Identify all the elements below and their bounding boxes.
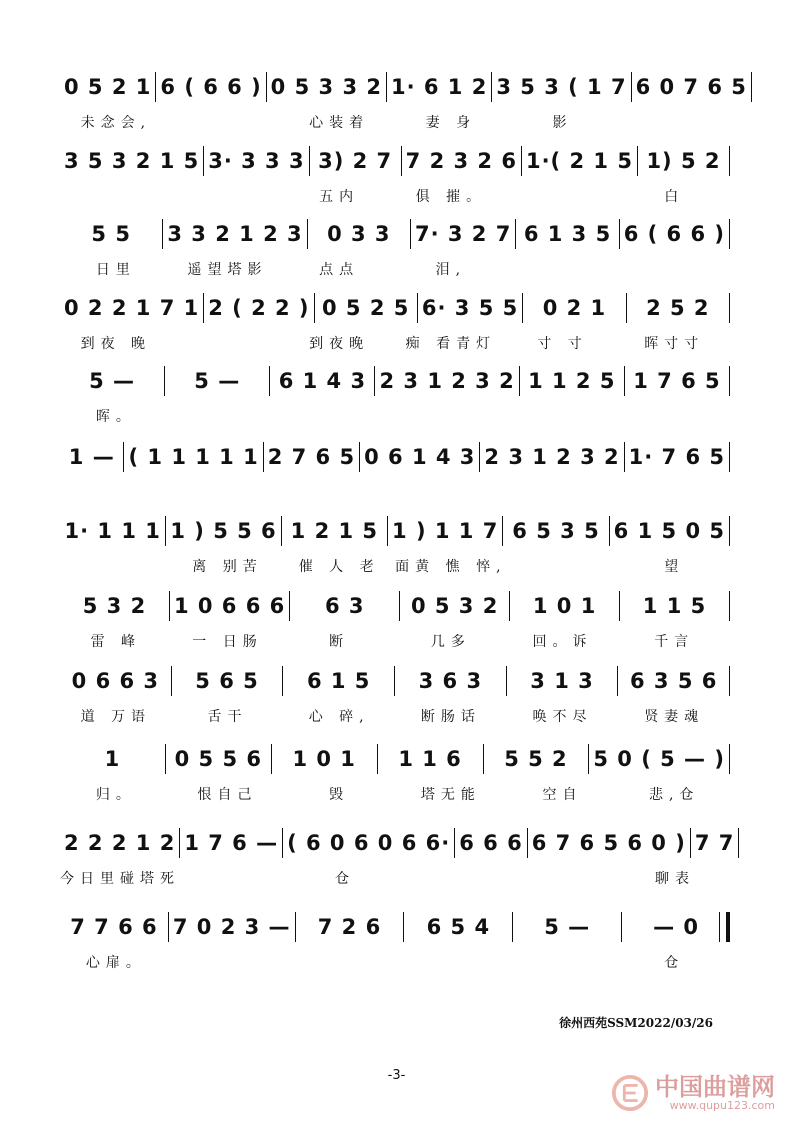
- lyric: 贤妻魂: [644, 709, 705, 725]
- measure: 0 5 3 2: [400, 591, 510, 621]
- measure: 6 5 4: [404, 912, 513, 942]
- lyric: 白: [664, 189, 685, 205]
- score-system: [60, 738, 730, 808]
- score-system: [60, 585, 730, 655]
- measure: 7· 3 2 7: [411, 219, 516, 249]
- lyric: [510, 868, 620, 888]
- score-system: [60, 66, 747, 136]
- lyric: [507, 186, 619, 206]
- lyric: 妻 身: [425, 115, 477, 131]
- lyrics-row: [60, 868, 730, 888]
- lyric: [283, 406, 395, 426]
- measure: 1· 1 1 1: [60, 516, 166, 546]
- lyric: 毁: [329, 787, 350, 803]
- measure: 6 1 4 3: [270, 366, 375, 396]
- lyric: [172, 112, 284, 132]
- notes-row: [60, 146, 730, 176]
- measure: 0 6 6 3: [60, 666, 172, 696]
- score-system: [60, 360, 730, 430]
- measure: 7 2 3 2 6: [402, 146, 522, 176]
- lyric: 雷 峰: [90, 634, 142, 650]
- lyric: 晖。: [95, 409, 136, 425]
- lyrics-row: [60, 952, 730, 972]
- measure: 6 1 5 0 5: [610, 516, 730, 546]
- lyric: [400, 868, 510, 888]
- measure: 1: [60, 744, 166, 774]
- lyric: [507, 406, 619, 426]
- measure: 1 7 6 5: [625, 366, 730, 396]
- page-number: -3-: [387, 1068, 406, 1083]
- measure: 6 7 6 5 6 0 ): [528, 828, 691, 858]
- lyric: [60, 186, 172, 206]
- measure: 6 ( 6 6 ): [620, 219, 730, 249]
- measure: 0 5 2 5: [315, 293, 418, 323]
- lyric: [60, 556, 172, 576]
- lyric: 到夜晚: [309, 336, 370, 352]
- lyric: 心装着: [309, 115, 370, 131]
- measure: 2 3 1 2 3 2: [375, 366, 519, 396]
- measure: 2 5 2: [627, 293, 730, 323]
- lyric: [618, 259, 730, 279]
- lyric: 晖寸寸: [644, 336, 705, 352]
- lyric: [618, 112, 730, 132]
- lyric: [172, 952, 284, 972]
- lyric: [507, 556, 619, 576]
- score-system: [60, 510, 730, 580]
- lyric: 今日里碰塔死: [60, 871, 180, 887]
- lyric: 回。诉: [532, 634, 593, 650]
- measure: 6 1 3 5: [516, 219, 619, 249]
- lyric: 面黄 憔 悴,: [395, 559, 507, 575]
- measure: 5 6 5: [172, 666, 284, 696]
- lyric: 仓: [664, 955, 685, 971]
- lyrics-row: [60, 631, 730, 651]
- lyric: 到夜 晚: [80, 336, 152, 352]
- lyric: [180, 868, 290, 888]
- measure: — 0: [653, 915, 700, 939]
- score-system: [60, 140, 730, 210]
- measure: 5 5: [60, 219, 163, 249]
- lyric: 唤不尽: [532, 709, 593, 725]
- measure: 6 5 3 5: [503, 516, 609, 546]
- lyric: [172, 406, 284, 426]
- lyric: [507, 259, 619, 279]
- measure: 5 5 2: [484, 744, 590, 774]
- watermark-text: 中国曲谱网: [655, 1071, 775, 1101]
- measure: 6· 3 5 5: [418, 293, 523, 323]
- measure: 3· 3 3 3: [204, 146, 309, 176]
- measure: 3 6 3: [395, 666, 507, 696]
- notes-row: [60, 219, 730, 249]
- watermark: [611, 1071, 775, 1112]
- lyric: 断: [329, 634, 350, 650]
- measure: 7 7: [691, 828, 740, 858]
- lyric: 离 别苦: [192, 559, 263, 575]
- measure: 2 7 6 5: [264, 442, 360, 472]
- measure: 2 ( 2 2 ): [204, 293, 314, 323]
- measure: 1 ) 1 1 7: [388, 516, 503, 546]
- lyric: 一 日肠: [192, 634, 263, 650]
- measure: 6 ( 6 6 ): [156, 72, 266, 102]
- notes-row: [60, 912, 730, 942]
- notes-row: [60, 828, 735, 858]
- lyric: 心 碎,: [308, 709, 370, 725]
- notes-row: [60, 366, 730, 396]
- lyrics-row: [60, 186, 730, 206]
- measure: 6 1 5: [283, 666, 395, 696]
- measure: 6 3: [290, 591, 400, 621]
- score-system: [60, 213, 730, 283]
- lyric: 望: [664, 559, 685, 575]
- lyric: 几多: [430, 634, 471, 650]
- measure: 3 3 2 1 2 3: [163, 219, 307, 249]
- measure: 2 2 2 1 2: [60, 828, 180, 858]
- measure: 0 3 3: [308, 219, 411, 249]
- score-system: [60, 436, 730, 506]
- lyric: 塔无能: [420, 787, 481, 803]
- lyric: 道 万语: [80, 709, 152, 725]
- final-barline: [719, 912, 730, 942]
- measure: 5 3 2: [60, 591, 170, 621]
- measure: 3 1 3: [507, 666, 619, 696]
- measure: 1 2 1 5: [282, 516, 388, 546]
- notes-row: [60, 442, 730, 472]
- measure: 1·( 2 1 5: [522, 146, 638, 176]
- watermark-url: www.qupu123.com: [669, 1098, 775, 1112]
- measure: 2 3 1 2 3 2: [480, 442, 624, 472]
- lyric: 遥望塔影: [187, 262, 268, 278]
- measure: 7 0 2 3 —: [169, 912, 296, 942]
- measure: 5 0 ( 5 — ): [589, 744, 730, 774]
- lyric: [172, 333, 284, 353]
- measure: 1 0 1: [272, 744, 378, 774]
- lyric: 泪,: [435, 262, 467, 278]
- lyric: 归。: [95, 787, 136, 803]
- measure: 7 7 6 6: [60, 912, 169, 942]
- notes-row: [60, 591, 730, 621]
- lyric: 空自: [542, 787, 583, 803]
- notes-row: [60, 72, 747, 102]
- notes-row: [60, 666, 730, 696]
- score-system: [60, 660, 730, 730]
- lyric: 催 人 老: [298, 559, 380, 575]
- measure: 5 —: [513, 912, 622, 942]
- notes-row: [60, 293, 730, 323]
- lyric: 千言: [654, 634, 695, 650]
- measure: 0 5 3 3 2: [267, 72, 387, 102]
- measure: 1· 7 6 5: [625, 442, 730, 472]
- lyric: 点点: [319, 262, 360, 278]
- watermark-logo-icon: [611, 1074, 649, 1112]
- lyric: [172, 186, 284, 206]
- measure: 1 0 6 6 6: [170, 591, 290, 621]
- measure: 1 1 6: [378, 744, 484, 774]
- measure: 0 5 5 6: [166, 744, 272, 774]
- lyric: [395, 952, 507, 972]
- lyrics-row: [60, 556, 730, 576]
- lyric: 影: [552, 115, 573, 131]
- lyrics-row: [60, 784, 730, 804]
- lyric: [618, 406, 730, 426]
- measure: ( 6 0 6 0 6 6·: [283, 828, 455, 858]
- measure: 3 5 3 ( 1 7: [492, 72, 631, 102]
- lyrics-row: [60, 259, 730, 279]
- measure: ( 1 1 1 1 1: [124, 442, 263, 472]
- lyric: 寸 寸: [537, 336, 588, 352]
- lyric: 俱 摧。: [415, 189, 487, 205]
- lyric: 断肠话: [420, 709, 481, 725]
- measure: 0 2 1: [523, 293, 626, 323]
- lyric: 舌干: [207, 709, 248, 725]
- lyric: 聊表: [655, 871, 695, 887]
- score-system: [60, 822, 735, 892]
- measure: 5 —: [60, 366, 165, 396]
- measure: 1 ) 5 5 6: [166, 516, 281, 546]
- lyric: 痴 看青灯: [405, 336, 497, 352]
- measure: 1· 6 1 2: [387, 72, 492, 102]
- score-system: [60, 906, 730, 976]
- notes-row: [60, 744, 730, 774]
- lyric: [283, 952, 395, 972]
- notes-row: [60, 516, 730, 546]
- signature: 徐州西苑SSM2022/03/26: [559, 1016, 713, 1030]
- lyrics-row: [60, 333, 730, 353]
- measure: 7 2 6: [296, 912, 405, 942]
- lyric: [395, 406, 507, 426]
- measure: 6 6 6: [455, 828, 527, 858]
- measure: 3) 2 7: [310, 146, 402, 176]
- lyric: 悲,仓: [648, 787, 700, 803]
- measure: 1 —: [60, 442, 124, 472]
- lyric: 日里: [95, 262, 136, 278]
- lyric: 恨自己: [197, 787, 258, 803]
- measure: 0 6 1 4 3: [360, 442, 480, 472]
- lyric: 心扉。: [85, 955, 146, 971]
- lyric: 五内: [319, 189, 360, 205]
- measure: 0 5 2 1: [60, 72, 156, 102]
- measure: 3 5 3 2 1 5: [60, 146, 204, 176]
- lyric: 仓: [335, 871, 355, 887]
- score-system: [60, 287, 730, 357]
- measure: 1 1 5: [620, 591, 730, 621]
- measure: 1 7 6 —: [180, 828, 283, 858]
- lyrics-row: [60, 112, 730, 132]
- measure: 1) 5 2: [638, 146, 730, 176]
- measure: 0 2 2 1 7 1: [60, 293, 204, 323]
- measure: 6 3 5 6: [618, 666, 730, 696]
- measure: 6 0 7 6 5: [632, 72, 752, 102]
- lyric: [507, 952, 619, 972]
- measure: 1 0 1: [510, 591, 620, 621]
- lyric: 未念会,: [80, 115, 152, 131]
- measure: 1 1 2 5: [520, 366, 625, 396]
- lyrics-row: [60, 706, 730, 726]
- lyrics-row: [60, 406, 730, 426]
- measure: 5 —: [165, 366, 270, 396]
